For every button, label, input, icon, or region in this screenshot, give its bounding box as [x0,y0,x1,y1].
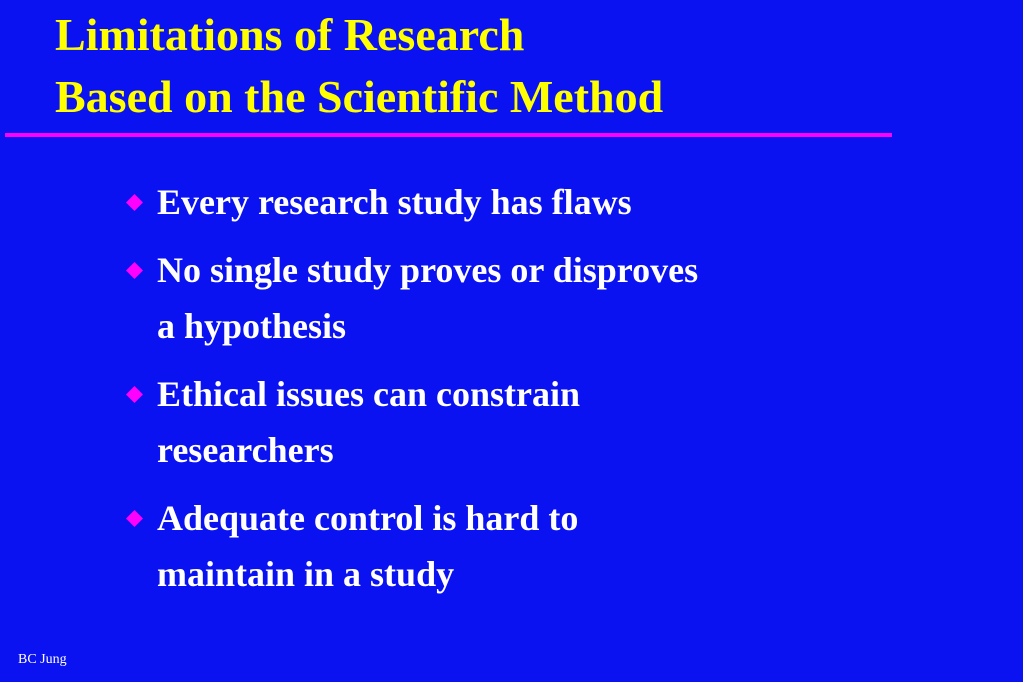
bullet-line: Every research study has flaws [157,182,632,222]
bullet-item [122,366,857,478]
diamond-bullet-icon [126,510,143,527]
diamond-bullet-icon [126,262,143,279]
bullet-line: a hypothesis [157,306,347,346]
bullet-item [122,174,857,230]
bullet-line: No single study proves or disproves [157,250,699,290]
bullet-item [122,242,857,354]
slide-title [55,4,663,128]
diamond-bullet-icon [126,194,143,211]
bullet-line: Adequate control is hard to [157,498,579,538]
bullet-text [157,242,857,354]
bullet-line: maintain in a study [157,554,455,594]
bullet-list [122,174,857,614]
bullet-text [157,366,857,478]
title-divider [5,133,892,137]
bullet-line: researchers [157,430,334,470]
bullet-text [157,174,857,230]
diamond-bullet-icon [126,386,143,403]
footer-author: BC Jung [18,652,67,667]
title-line-1: Limitations of Research [55,9,525,60]
bullet-item [122,490,857,602]
bullet-text [157,490,857,602]
title-line-2: Based on the Scientific Method [55,71,664,122]
bullet-line: Ethical issues can constrain [157,374,581,414]
